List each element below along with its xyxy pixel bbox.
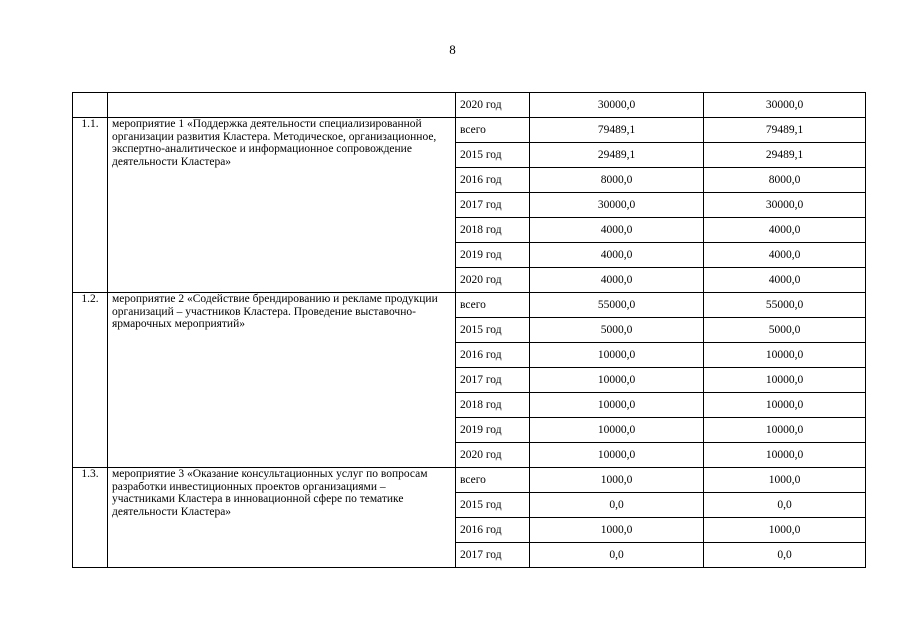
period-cell: 2019 год [456,418,530,443]
period-cell: 2016 год [456,168,530,193]
period-cell: всего [456,468,530,493]
value-cell: 4000,0 [704,243,866,268]
value-cell: 4000,0 [530,243,704,268]
value-cell: 4000,0 [530,218,704,243]
period-cell: 2019 год [456,243,530,268]
value-cell: 4000,0 [704,268,866,293]
value-cell: 10000,0 [704,443,866,468]
value-cell: 1000,0 [530,468,704,493]
period-cell: 2017 год [456,543,530,568]
period-cell: всего [456,293,530,318]
value-cell: 30000,0 [704,193,866,218]
period-cell: 2017 год [456,193,530,218]
value-cell: 10000,0 [704,368,866,393]
period-cell: 2018 год [456,218,530,243]
value-cell: 10000,0 [530,368,704,393]
table-row [73,118,866,143]
value-cell: 10000,0 [530,418,704,443]
budget-table-body [73,93,866,568]
value-cell: 10000,0 [530,443,704,468]
period-cell: 2016 год [456,518,530,543]
row-number-cell: 1.3. [73,468,108,568]
description-cell: мероприятие 2 «Содействие брендированию и рекламе продукции организаций – участников Кластера. Проведение выставочно-ярмарочных мероприятий» [108,293,456,468]
description-cell: мероприятие 1 «Поддержка деятельности специализированной организации развития Кластера. Методическое, организационное, экспертно-аналитическое и информационное сопровождение деятельности Кластера» [108,118,456,293]
period-cell: 2016 год [456,343,530,368]
value-cell: 10000,0 [530,343,704,368]
value-cell: 4000,0 [704,218,866,243]
row-number-cell: 1.1. [73,118,108,293]
value-cell: 0,0 [704,543,866,568]
row-number-cell [73,93,108,118]
row-number-cell: 1.2. [73,293,108,468]
value-cell: 10000,0 [704,418,866,443]
value-cell: 0,0 [530,543,704,568]
table-row [73,93,866,118]
value-cell: 1000,0 [704,518,866,543]
value-cell: 55000,0 [530,293,704,318]
table-row [73,293,866,318]
page-number: 8 [449,42,456,57]
period-cell: 2015 год [456,318,530,343]
value-cell: 30000,0 [530,93,704,118]
value-cell: 5000,0 [704,318,866,343]
table-row [73,468,866,493]
value-cell: 5000,0 [530,318,704,343]
value-cell: 79489,1 [704,118,866,143]
value-cell: 10000,0 [704,343,866,368]
value-cell: 8000,0 [530,168,704,193]
value-cell: 1000,0 [704,468,866,493]
value-cell: 79489,1 [530,118,704,143]
value-cell: 8000,0 [704,168,866,193]
value-cell: 30000,0 [530,193,704,218]
value-cell: 4000,0 [530,268,704,293]
value-cell: 29489,1 [704,143,866,168]
period-cell: 2015 год [456,143,530,168]
value-cell: 30000,0 [704,93,866,118]
period-cell: 2018 год [456,393,530,418]
value-cell: 1000,0 [530,518,704,543]
period-cell: 2015 год [456,493,530,518]
period-cell: 2017 год [456,368,530,393]
period-cell: 2020 год [456,268,530,293]
value-cell: 55000,0 [704,293,866,318]
value-cell: 10000,0 [704,393,866,418]
period-cell: 2020 год [456,93,530,118]
value-cell: 29489,1 [530,143,704,168]
value-cell: 0,0 [704,493,866,518]
value-cell: 10000,0 [530,393,704,418]
description-cell: мероприятие 3 «Оказание консультационных услуг по вопросам разработки инвестиционных проектов организациями – участниками Кластера в инновационной сфере по тематике деятельности Кластера» [108,468,456,568]
value-cell: 0,0 [530,493,704,518]
period-cell: 2020 год [456,443,530,468]
period-cell: всего [456,118,530,143]
description-cell [108,93,456,118]
budget-table [72,92,866,568]
